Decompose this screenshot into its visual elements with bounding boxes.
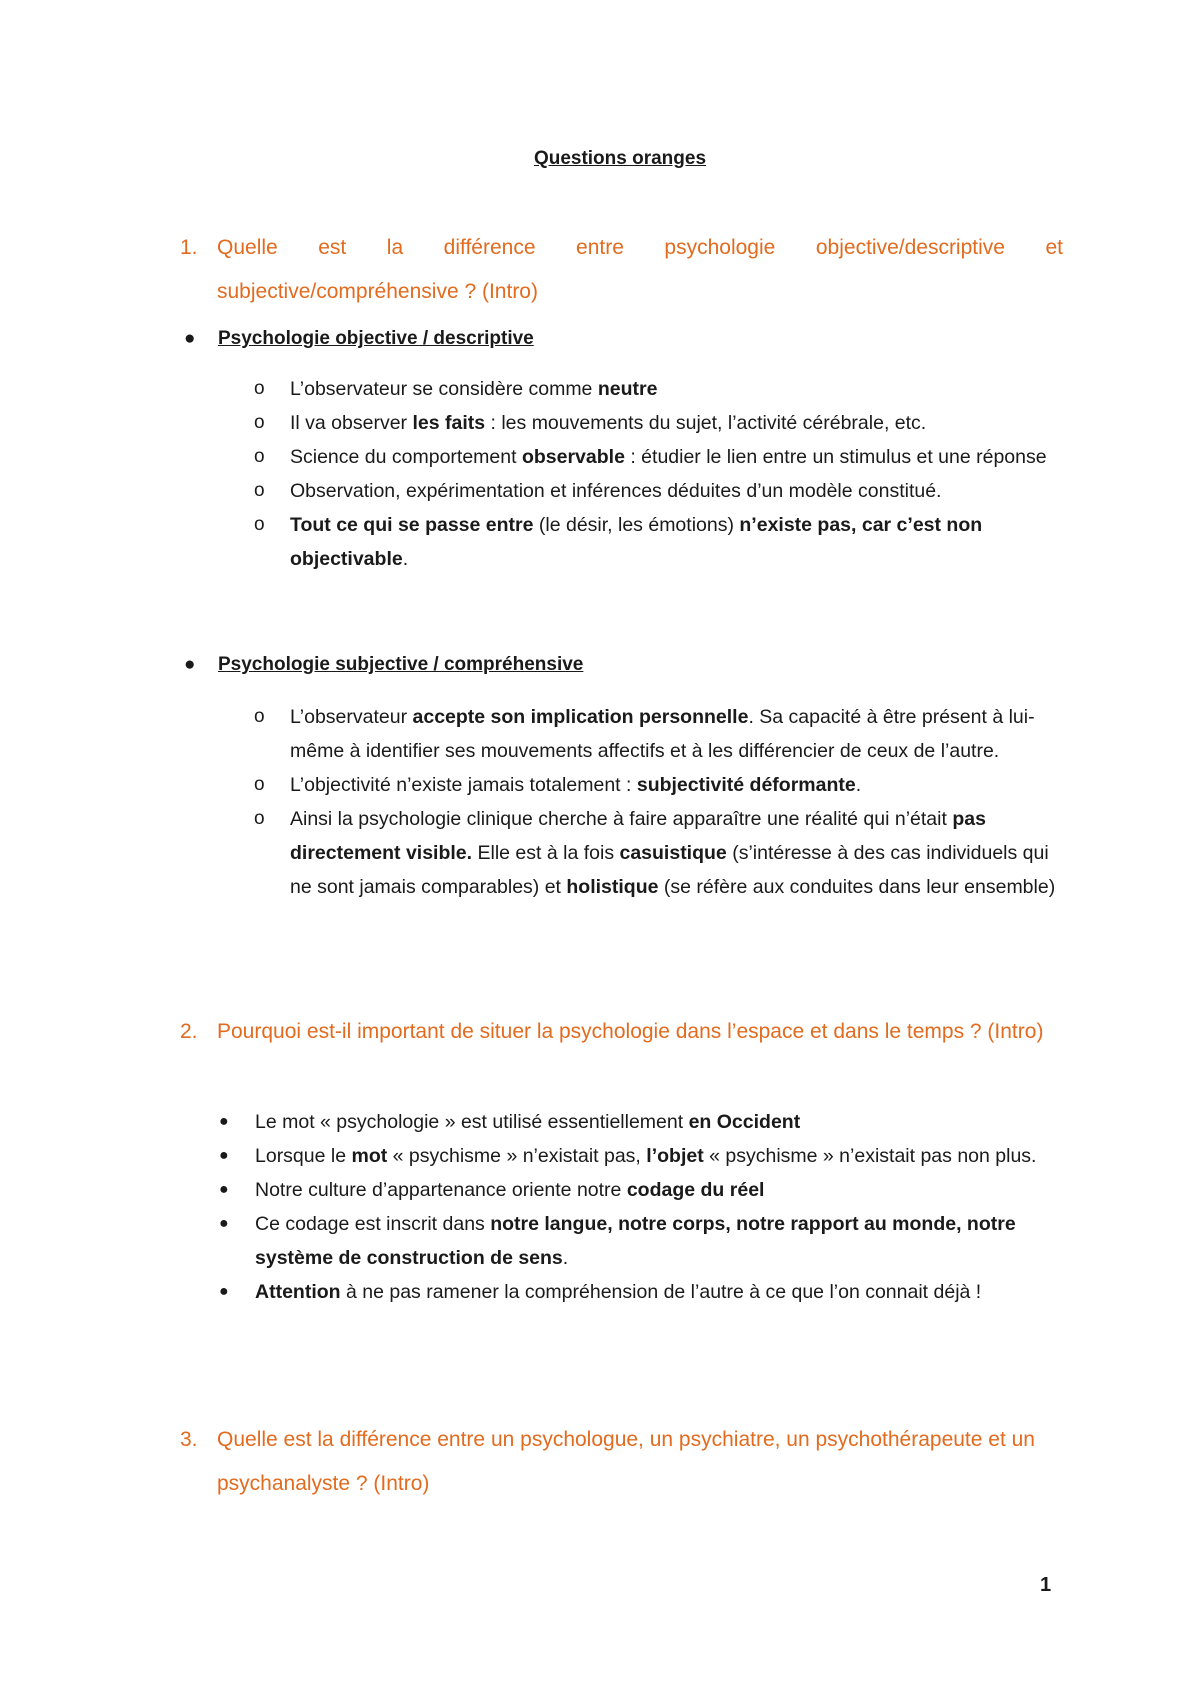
list-item (219, 1275, 1064, 1309)
list-item (254, 700, 1064, 768)
document-page: Questions oranges 1. Quelle est la différence entre psychologie objective/descriptive et subjective/compréhensive ? (Intro) ● Psychologie objective / descriptive o L’observateur se considère comme neutre o Il va observer les faits : les mouvements du sujet, l’activité cérébrale, etc. o Science du comportement observable : étudier le lien entre un stimulus et une réponse o Observation, expérimentation et inférences déduites d’un modèle constitué. o Tout ce qui se passe entre (le désir, les émotions) n’existe pas, car c’est non objectivable. ● Psychologie subjective / compréhensive o L’observateur accepte son implication personnelle. Sa capacité à être présent à lui-même à identifier ses mouvements affectifs et à les différencier de ceux de l’autre. o L’objectivité n’existe jamais totalement : subjectivité déformante. o Ainsi la psychologie clinique cherche à faire apparaître une réalité qui n’était pas directement visible. Elle est à la fois casuistique (s’intéresse à des cas individuels qui ne sont jamais comparables) et holistique (se réfère aux conduites dans leur ensemble) 2. Pourquoi est-il important de situer la psychologie dans l’espace et dans le temps ? (Intro) ● Le mot « psychologie » est utilisé essentiellement en Occident ● Lorsque le mot « psychisme » n’existait pas, l’objet « psychisme » n’existait pas non plus. ● Notre culture d’appartenance oriente notre codage du réel ● Ce codage est inscrit dans notre langue, notre corps, notre rapport au monde, notre système de construction de sens. ● Attention à ne pas ramener la compréhension de l’autre à ce que l’on connait déjà ! 3. Quelle est la différence entre un psychologue, un psychiatre, un psychothérapeute et un psychanalyste ? (Intro) 1 (0, 0, 1200, 1698)
bullet-marker: o (254, 706, 265, 727)
text-run: n’existe pas, car c’est non objectivable (290, 514, 983, 570)
question-text (217, 226, 1063, 314)
list-item (254, 406, 1064, 440)
question-number: 3. (180, 1428, 198, 1451)
text-run: accepte son implication personnelle (412, 706, 749, 728)
text-run: pas directement visible. (290, 808, 986, 864)
text-run: subjectivité déformante (636, 774, 856, 796)
page-number: 1 (1040, 1574, 1052, 1596)
question-text-line: subjective/compréhensive ? (Intro) (217, 280, 538, 303)
question-text: Quelle est la différence entre un psychologue, un psychiatre, un psychothérapeute et un psychanalyste ? (Intro) (217, 1428, 1035, 1495)
bullet-marker: o (254, 412, 265, 433)
question-2 (180, 1010, 1063, 1054)
question-text-line: Quelle est la différence entre psychologie objective/descriptive et (217, 236, 1063, 259)
text-run: à ne pas ramener la compréhension de l’autre à ce que l’on connait déjà ! (340, 1281, 982, 1303)
list-item (254, 802, 1064, 904)
text-run: les faits (412, 412, 486, 434)
bullet-marker: ● (219, 1113, 229, 1130)
text-run: Tout ce qui se passe entre (290, 514, 534, 536)
page-title: Questions oranges (533, 148, 707, 169)
text-run: . (855, 774, 862, 796)
text-run: l’objet (646, 1145, 704, 1167)
text-run: L’objectivité n’existe jamais totalement : (290, 774, 637, 796)
bullet-marker: o (254, 514, 265, 535)
text-run: . (402, 548, 409, 570)
list-item (219, 1173, 1064, 1207)
bullet-marker: o (254, 378, 265, 399)
sub-list (254, 700, 1064, 904)
text-run: Le mot « psychologie » est utilisé essentiellement (255, 1111, 689, 1133)
bullet-marker: o (254, 480, 265, 501)
text-run: Observation, expérimentation et inférences déduites d’un modèle constitué. (290, 480, 942, 502)
list-item (219, 1207, 1064, 1275)
sub-list (254, 372, 1064, 576)
text-run: (le désir, les émotions) (533, 514, 740, 536)
list-item (219, 1105, 1064, 1139)
bullet-marker: ● (219, 1147, 229, 1164)
list-item (254, 508, 1064, 576)
bullet-marker: ● (219, 1283, 229, 1300)
text-run: casuistique (619, 842, 727, 864)
bullet-marker: o (254, 774, 265, 795)
text-run: Ainsi la psychologie clinique cherche à faire apparaître une réalité qui n’était (290, 808, 953, 830)
list-item (219, 1139, 1064, 1173)
bullet-list (219, 1105, 1064, 1309)
bullet-marker: o (254, 446, 265, 467)
text-run: holistique (566, 876, 659, 898)
text-run: Attention (255, 1281, 341, 1303)
question-3 (180, 1418, 1063, 1506)
text-run: L’observateur (290, 706, 413, 728)
bullet-marker: ● (219, 1215, 229, 1232)
list-item (254, 474, 1064, 508)
text-run: notre langue, notre corps, notre rapport au monde, notre système de construction de sens (255, 1213, 1016, 1269)
text-run: Il va observer (290, 412, 413, 434)
text-run: . (562, 1247, 569, 1269)
question-1 (180, 226, 1063, 314)
section-heading-text: Psychologie subjective / compréhensive (218, 654, 584, 675)
text-run: L’observateur se considère comme (290, 378, 598, 400)
text-run: (se réfère aux conduites dans leur ensemble) (658, 876, 1056, 898)
list-item (254, 372, 1064, 406)
question-number: 2. (180, 1020, 198, 1043)
text-run: observable (521, 446, 625, 468)
question-number: 1. (180, 236, 198, 259)
text-run: (s’intéresse à des cas individuels qui ne sont jamais comparables) et (290, 842, 1049, 898)
text-run: codage du réel (626, 1179, 765, 1201)
text-run: mot (351, 1145, 388, 1167)
text-run: : les mouvements du sujet, l’activité cérébrale, etc. (485, 412, 927, 434)
text-run: « psychisme » n’existait pas, (387, 1145, 647, 1167)
text-run: Science du comportement (290, 446, 522, 468)
section-heading-text: Psychologie objective / descriptive (218, 328, 534, 349)
text-run: Elle est à la fois (472, 842, 620, 864)
text-run: en Occident (688, 1111, 801, 1133)
text-run: Notre culture d’appartenance oriente notre (255, 1179, 627, 1201)
text-run: « psychisme » n’existait pas non plus. (703, 1145, 1037, 1167)
text-run: Ce codage est inscrit dans (255, 1213, 491, 1235)
text-run: . Sa capacité à être présent à lui-même à identifier ses mouvements affectifs et à les différencier de ceux de l’autre. (290, 706, 1035, 762)
list-item (254, 440, 1064, 474)
text-run: neutre (597, 378, 658, 400)
bullet-marker: ● (219, 1181, 229, 1198)
list-item (254, 768, 1064, 802)
bullet-marker: o (254, 808, 265, 829)
question-text: Pourquoi est-il important de situer la psychologie dans l’espace et dans le temps ? (Intro) (217, 1020, 1044, 1043)
text-run: Lorsque le (255, 1145, 352, 1167)
text-run: : étudier le lien entre un stimulus et une réponse (624, 446, 1047, 468)
